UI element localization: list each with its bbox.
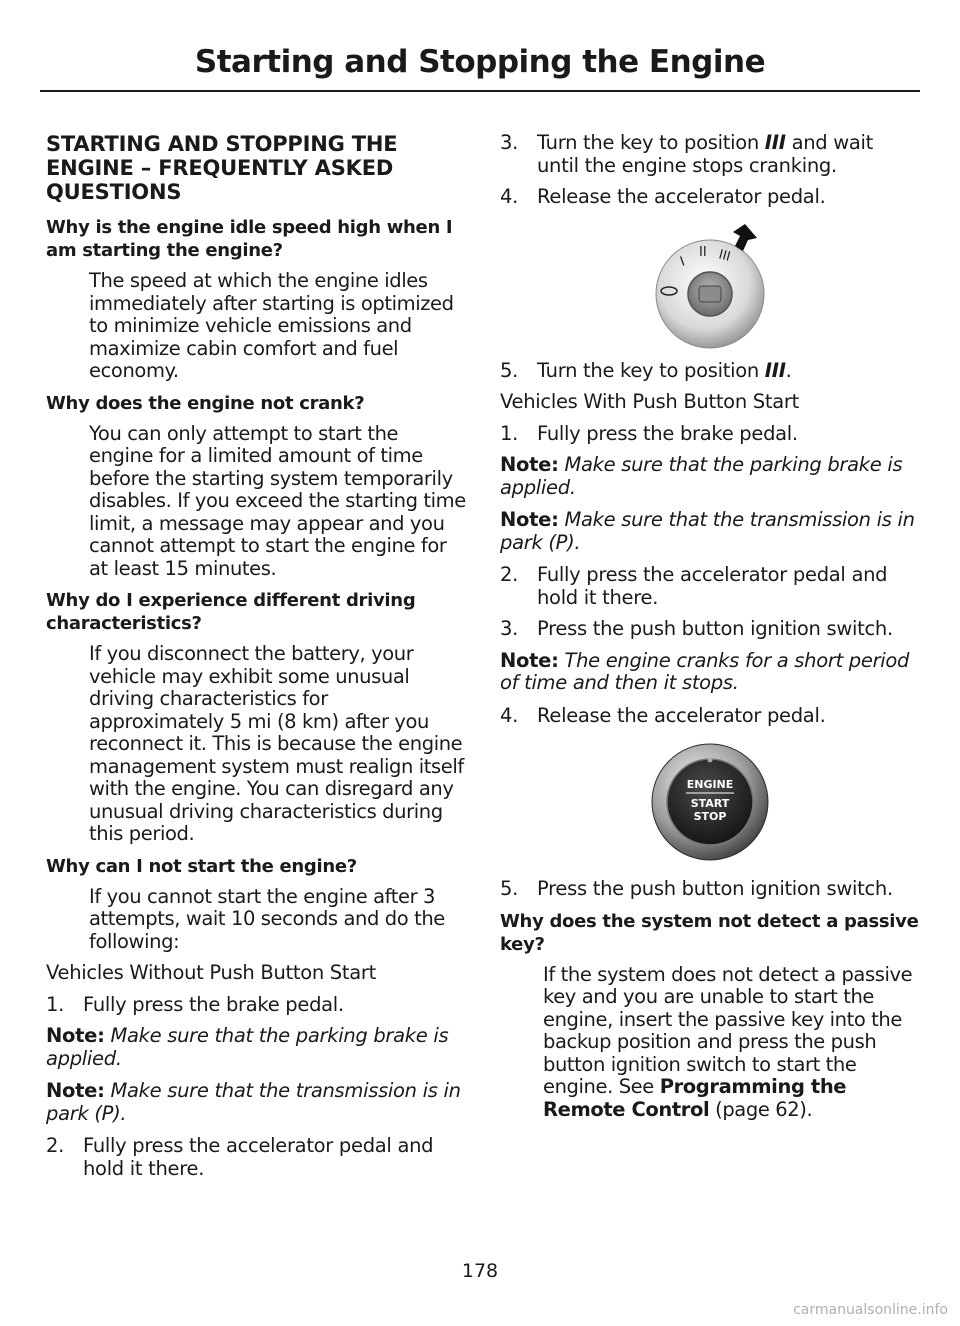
pb-step-5 bbox=[500, 878, 920, 901]
position-i-mark: I bbox=[678, 253, 687, 270]
page-title: Starting and Stopping the Engine bbox=[194, 44, 766, 80]
step-text: Fully press the brake pedal. bbox=[83, 992, 344, 1016]
step-text-post: and wait until the engine stops cranking. bbox=[537, 131, 874, 177]
step-text-pre: Turn the key to position bbox=[537, 358, 759, 382]
cross-reference-link[interactable]: Programming the Remote Control bbox=[543, 1075, 847, 1121]
step-text: Release the accelerator pedal. bbox=[537, 185, 826, 208]
step-number: 1. bbox=[46, 992, 65, 1016]
indicator-light-icon bbox=[708, 758, 713, 763]
step-text: Press the push button ignition switch. bbox=[537, 877, 893, 900]
step-text bbox=[537, 360, 920, 383]
note-text: Make sure that the parking brake is applied. bbox=[46, 1024, 449, 1070]
step-text: Fully press the accelerator pedal and hold it there. bbox=[537, 563, 888, 609]
question-driving-characteristics: Why do I experience different driving characteristics? bbox=[46, 590, 416, 634]
button-label-stop: STOP bbox=[693, 810, 727, 823]
push-button-illustration bbox=[640, 736, 780, 868]
note-label: Note: bbox=[46, 1079, 105, 1102]
step-text: Fully press the brake pedal. bbox=[537, 421, 798, 445]
step-number: 5. bbox=[500, 877, 519, 900]
question-idle-speed: Why is the engine idle speed high when I am starting the engine? bbox=[46, 217, 453, 261]
watermark: carmanualsonline.info bbox=[793, 1302, 948, 1318]
key-position: III bbox=[764, 131, 786, 154]
page-reference: (page 62). bbox=[715, 1097, 813, 1121]
answer-not-start: If you cannot start the engine after 3 attempts, wait 10 seconds and do the following: bbox=[89, 884, 445, 953]
answer-driving-characteristics: If you disconnect the battery, your vehicle may exhibit some unusual driving characteristics for approximately 5 mi (8 km) after you reconnect it. This is because the engine management system must realign itself with the engine. You can disregard any unusual driving characteristics during this period. bbox=[89, 642, 464, 845]
key-slot bbox=[699, 286, 721, 302]
subheading-with-push-button: Vehicles With Push Button Start bbox=[500, 390, 799, 413]
note-text: The engine cranks for a short period of time and then it stops. bbox=[500, 648, 910, 694]
step-2 bbox=[46, 1135, 466, 1180]
step-number: 2. bbox=[46, 1134, 65, 1157]
ignition-key-figure bbox=[500, 218, 920, 350]
key-position: III bbox=[764, 358, 786, 382]
answer-passive-key bbox=[500, 964, 920, 1122]
step-text: Release the accelerator pedal. bbox=[537, 703, 826, 727]
note-text: Make sure that the transmission is in park (P). bbox=[500, 508, 915, 554]
step-text-pre: Turn the key to position bbox=[537, 131, 759, 154]
push-button-figure bbox=[500, 736, 920, 868]
step-number: 3. bbox=[500, 617, 519, 640]
step-5 bbox=[500, 360, 920, 383]
subheading-without-push-button: Vehicles Without Push Button Start bbox=[46, 961, 376, 984]
ignition-key-illustration bbox=[635, 218, 785, 350]
note-text: Make sure that the parking brake is applied. bbox=[500, 453, 903, 499]
step-number: 4. bbox=[500, 703, 519, 727]
note-transmission bbox=[46, 1080, 466, 1125]
step-number: 2. bbox=[500, 563, 519, 586]
step-text-post: . bbox=[785, 358, 792, 382]
note-label: Note: bbox=[46, 1024, 105, 1047]
note-label: Note: bbox=[500, 508, 559, 531]
pb-step-3 bbox=[500, 618, 920, 641]
note-label: Note: bbox=[500, 648, 559, 672]
question-passive-key: Why does the system not detect a passive key? bbox=[500, 910, 919, 955]
note-transmission bbox=[500, 509, 920, 554]
note-parking-brake bbox=[46, 1025, 466, 1070]
button-label-start: START bbox=[690, 797, 730, 810]
page-header bbox=[40, 40, 920, 92]
step-text: Fully press the accelerator pedal and hold it there. bbox=[83, 1134, 434, 1180]
answer-not-crank: You can only attempt to start the engine for a limited amount of time before the starting system temporarily disables. If you exceed the starting time limit, a message may appear and you cannot attempt to start the engine for at least 15 minutes. bbox=[89, 421, 466, 580]
arrow-icon bbox=[733, 224, 757, 251]
step-text: Press the push button ignition switch. bbox=[537, 617, 893, 640]
note-text: Make sure that the transmission is in park (P). bbox=[46, 1079, 461, 1125]
left-column bbox=[46, 132, 466, 1189]
step-text bbox=[537, 132, 920, 177]
position-iii-mark: III bbox=[716, 246, 732, 265]
step-number: 3. bbox=[500, 131, 519, 154]
note-engine-cranks bbox=[500, 650, 920, 695]
page-number: 178 bbox=[461, 1260, 499, 1282]
step-3 bbox=[500, 132, 920, 177]
button-label-engine: ENGINE bbox=[686, 778, 734, 791]
step-number: 4. bbox=[500, 185, 519, 208]
pb-step-4 bbox=[500, 705, 920, 728]
pb-step-2 bbox=[500, 564, 920, 609]
question-not-start: Why can I not start the engine? bbox=[46, 855, 357, 877]
right-column bbox=[500, 132, 920, 1130]
answer-idle-speed: The speed at which the engine idles immediately after starting is optimized to minimize vehicle emissions and maximize cabin comfort and fuel economy. bbox=[89, 269, 454, 382]
note-label: Note: bbox=[500, 453, 559, 476]
step-number: 1. bbox=[500, 421, 519, 445]
step-number: 5. bbox=[500, 358, 519, 382]
pb-step-1 bbox=[500, 423, 920, 446]
step-1 bbox=[46, 994, 466, 1017]
section-title: STARTING AND STOPPING THE ENGINE – FREQUENTLY ASKED QUESTIONS bbox=[46, 132, 398, 204]
answer-text: If the system does not detect a passive key and you are unable to start the engine, insert the passive key into the backup position and press the push button ignition switch to start the engine. See bbox=[543, 962, 913, 1098]
question-not-crank: Why does the engine not crank? bbox=[46, 392, 365, 414]
note-parking-brake bbox=[500, 454, 920, 499]
position-ii-mark: II bbox=[699, 244, 707, 260]
step-4 bbox=[500, 186, 920, 209]
